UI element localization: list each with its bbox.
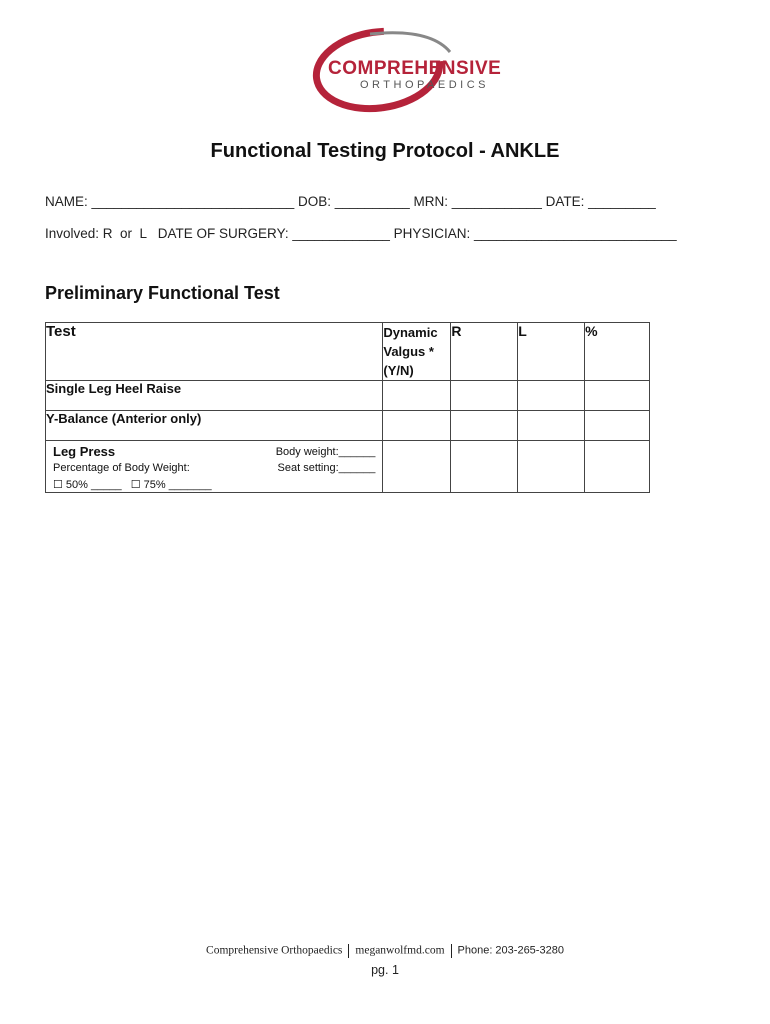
- header-yn: (Y/N): [383, 363, 414, 378]
- leg-press-title: Leg Press: [53, 444, 116, 459]
- surgery-info-line[interactable]: Involved: R or L DATE OF SURGERY: _____________ PHYSICIAN: ___________________________: [45, 226, 677, 241]
- table-row-leg-press: [46, 441, 650, 493]
- body-weight-field[interactable]: Body weight:______: [275, 446, 376, 458]
- footer-divider: [348, 944, 349, 958]
- leg-press-cell: [46, 441, 383, 493]
- patient-info-line[interactable]: NAME: ___________________________ DOB: __________ MRN: ____________ DATE: _________: [45, 194, 656, 209]
- dynamic-valgus-cell[interactable]: [383, 411, 451, 441]
- right-cell[interactable]: [451, 411, 518, 441]
- percent-cell[interactable]: [585, 381, 650, 411]
- header-test: Test: [46, 323, 383, 381]
- table-header-row: [46, 323, 650, 381]
- footer-phone: Phone: 203-265-3280: [457, 944, 564, 957]
- left-cell[interactable]: [518, 441, 585, 493]
- seat-setting-field[interactable]: Seat setting:______: [277, 462, 376, 474]
- table-row: [46, 411, 650, 441]
- percent-cell[interactable]: [585, 411, 650, 441]
- percent-cell[interactable]: [585, 441, 650, 493]
- logo-name: COMPREHENSIVE: [328, 58, 502, 79]
- dynamic-valgus-cell[interactable]: [383, 441, 451, 493]
- functional-test-table: [45, 322, 650, 493]
- table-row: [46, 381, 650, 411]
- header-dynamic: Dynamic: [383, 325, 438, 340]
- right-cell[interactable]: [451, 381, 518, 411]
- header-valgus: Valgus *: [383, 344, 434, 359]
- dynamic-valgus-cell[interactable]: [383, 381, 451, 411]
- footer-org: Comprehensive Orthopaedics: [206, 944, 343, 957]
- header-left: L: [518, 323, 585, 381]
- percentage-checkboxes[interactable]: ☐ 50% _____ ☐ 75% _______: [53, 479, 212, 491]
- header-right: R: [451, 323, 518, 381]
- left-cell[interactable]: [518, 411, 585, 441]
- footer-divider: [451, 944, 452, 958]
- page-footer: [0, 944, 770, 958]
- left-cell[interactable]: [518, 381, 585, 411]
- test-name: Y-Balance (Anterior only): [46, 411, 383, 441]
- test-name: Single Leg Heel Raise: [46, 381, 383, 411]
- right-cell[interactable]: [451, 441, 518, 493]
- section-title: Preliminary Functional Test: [45, 283, 280, 303]
- company-logo: [300, 22, 502, 114]
- footer-website[interactable]: meganwolfmd.com: [355, 944, 445, 957]
- header-percent: %: [585, 323, 650, 381]
- percentage-label: Percentage of Body Weight:: [53, 462, 190, 474]
- page-number: pg. 1: [371, 963, 399, 977]
- header-dynamic-valgus: [383, 323, 451, 381]
- document-title: Functional Testing Protocol - ANKLE: [210, 140, 560, 162]
- logo-subtitle: ORTHOPAEDICS: [360, 79, 489, 91]
